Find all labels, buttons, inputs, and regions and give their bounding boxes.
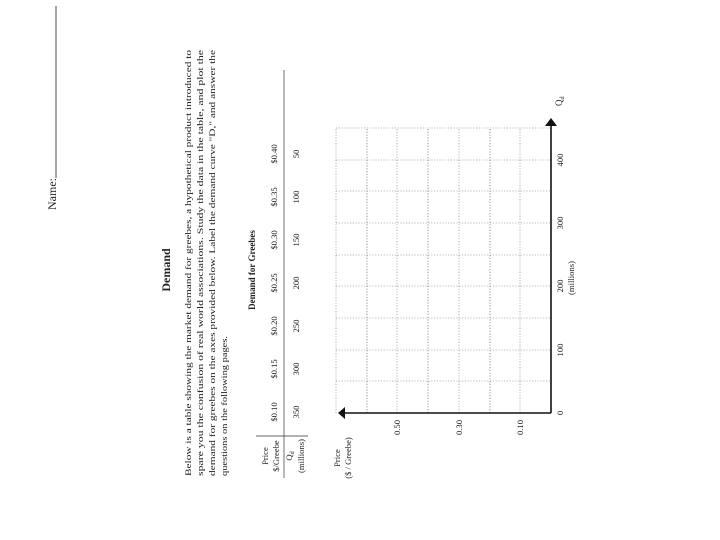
quantity-cell: 100 xyxy=(291,190,301,204)
quantity-cell: 50 xyxy=(291,149,301,159)
price-cell: $0.30 xyxy=(269,230,279,250)
price-tick-label: 0.10 xyxy=(515,420,525,436)
quantity-tick-label: 400 xyxy=(555,153,565,167)
page-title: Demand xyxy=(159,248,173,292)
price-cell: $0.25 xyxy=(269,273,279,293)
table-title: Demand for Greebes xyxy=(247,230,257,310)
price-tick-label: 0.30 xyxy=(454,420,464,436)
quantity-cell: 350 xyxy=(291,405,301,419)
quantity-tick-label: 100 xyxy=(555,343,565,357)
price-axis-label-line-1: Price xyxy=(332,449,342,467)
quantity-axis-letter: Q xyxy=(554,99,564,106)
price-tick-label: 0.50 xyxy=(392,420,402,436)
price-axis-label-line-2: ($ / Greebe) xyxy=(343,437,353,479)
table-cells xyxy=(269,144,301,421)
quantity-cell: 150 xyxy=(291,233,301,247)
quantity-cell: 300 xyxy=(291,362,301,376)
qty-header-line-2: (millions) xyxy=(296,439,306,473)
price-cell: $0.20 xyxy=(269,316,279,336)
intro-line-2: spare you the confusion of real world associations. Study the data in the table, and plot the xyxy=(195,165,205,476)
qty-header-line-1 xyxy=(284,451,296,460)
quantity-axis-label: (millions) xyxy=(566,261,576,295)
quantity-cell: 250 xyxy=(291,319,301,333)
price-cell: $0.40 xyxy=(269,144,279,164)
name-label: Name: xyxy=(45,178,59,210)
price-tick-labels xyxy=(392,420,525,435)
quantity-axis-subscript: d xyxy=(560,96,566,100)
intro-line-1: Below is a table showing the market demand for greebes, a hypothetical product introduced to xyxy=(183,152,193,476)
quantity-tick-label: 300 xyxy=(555,216,565,230)
quantity-tick-label: 0 xyxy=(555,410,565,416)
intro-line-3: demand for greebes on the axes provided below. Label the demand curve "D," and answer the xyxy=(207,153,217,476)
price-header-line-1: Price xyxy=(260,447,270,465)
qty-header-subscript: d xyxy=(290,451,296,455)
price-cell: $0.10 xyxy=(269,402,279,422)
intro-line-4: questions on the following pages. xyxy=(219,360,229,476)
price-header-line-2: $/Greebe xyxy=(271,440,281,472)
quantity-tick-labels xyxy=(555,154,565,416)
quantity-cell: 200 xyxy=(291,276,301,290)
quantity-tick-label: 200 xyxy=(555,279,565,293)
quantity-axis-symbol xyxy=(554,97,566,107)
price-axis-arrow-icon xyxy=(338,407,345,419)
price-cell: $0.35 xyxy=(269,187,279,207)
price-cell: $0.15 xyxy=(269,359,279,379)
quantity-axis-arrow-icon xyxy=(545,118,557,126)
graph-grid xyxy=(336,128,551,413)
qty-header-symbol: Q xyxy=(284,454,294,461)
